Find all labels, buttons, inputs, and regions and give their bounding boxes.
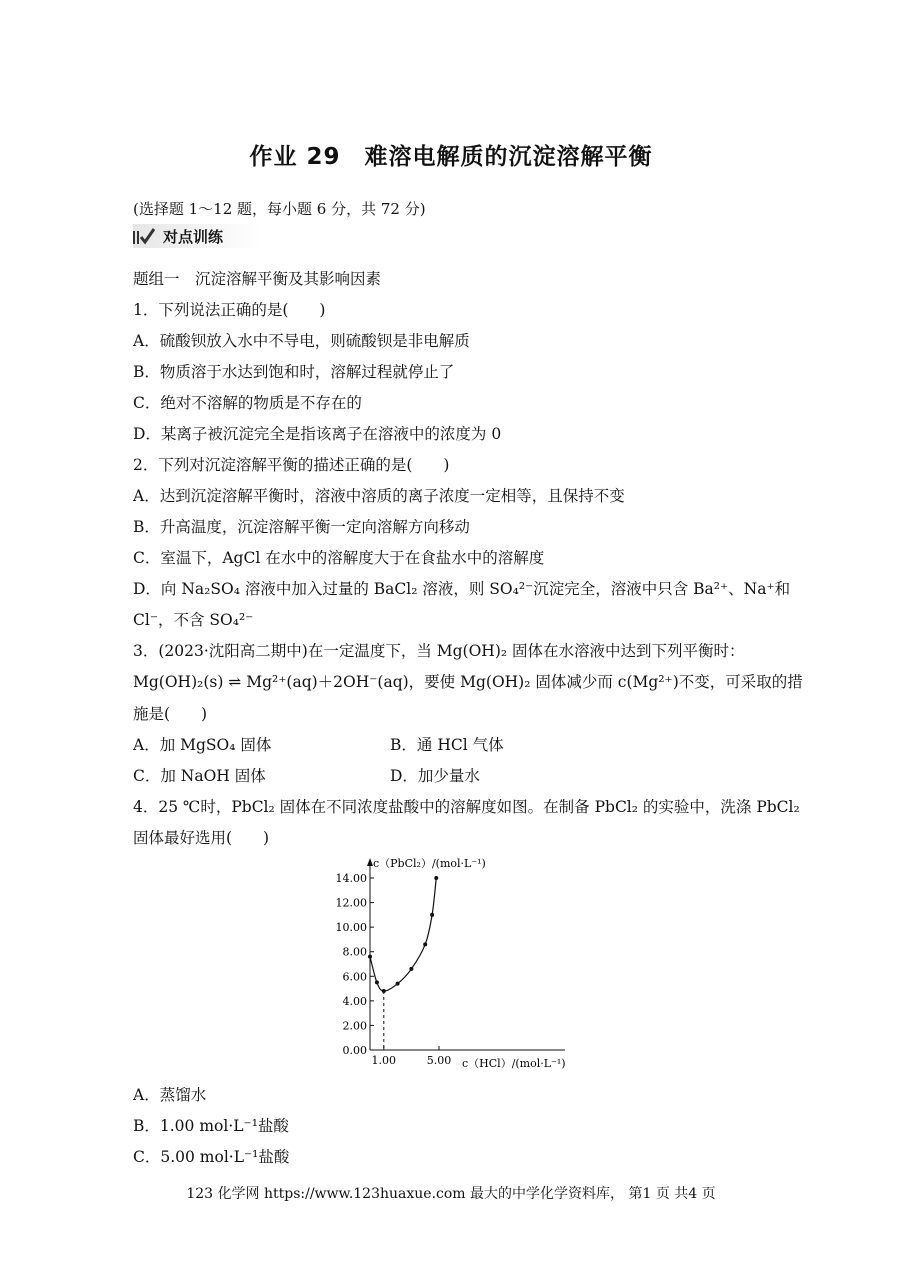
q2-option-d-line2: Cl⁻，不含 SO₄²⁻ [133, 611, 254, 629]
q1-option-a: A．硫酸钡放入水中不导电，则硫酸钡是非电解质 [133, 332, 470, 350]
y-tick-label: 8.00 [342, 945, 367, 959]
q4-option-c: C．5.00 mol·L⁻¹盐酸 [133, 1148, 290, 1166]
q4-option-a: A．蒸馏水 [133, 1086, 207, 1104]
q1-stem: 1．下列说法正确的是( ) [133, 301, 326, 319]
x-axis-label: c（HCl）/(mol·L⁻¹) [462, 1057, 566, 1070]
q1-option-b: B．物质溶于水达到饱和时，溶解过程就停止了 [133, 363, 455, 381]
q1-option-d: D．某离子被沉淀完全是指该离子在溶液中的浓度为 0 [133, 425, 502, 443]
q3-option-b: B．通 HCl 气体 [390, 736, 504, 754]
data-point [382, 989, 386, 993]
group-heading: 题组一 沉淀溶解平衡及其影响因素 [133, 270, 382, 288]
y-tick-label: 4.00 [342, 994, 367, 1008]
page-footer: 123 化学网 https://www.123huaxue.com 最大的中学化学资料库， 第1 页 共4 页 [186, 1186, 716, 1202]
q2-option-d-line1: D．向 Na₂SO₄ 溶液中加入过量的 BaCl₂ 溶液，则 SO₄²⁻沉淀完全，溶液中只含 Ba²⁺、Na⁺和 [133, 580, 791, 598]
chart-axes [367, 858, 565, 1050]
data-point [434, 876, 438, 880]
data-point [375, 980, 379, 984]
y-tick-label: 2.00 [342, 1019, 367, 1033]
q4-stem-line1: 4．25 ℃时，PbCl₂ 固体在不同浓度盐酸中的溶解度如图。在制备 PbCl₂ 的实验中，洗涤 PbCl₂ [133, 798, 800, 816]
q3-stem-line2: Mg(OH)₂(s) ⇌ Mg²⁺(aq)＋2OH⁻(aq)，要使 Mg(OH)₂ 固体减少而 c(Mg²⁺)不变，可采取的措 [133, 673, 803, 691]
q3-stem-line1: 3．(2023·沈阳高二期中)在一定温度下，当 Mg(OH)₂ 固体在水溶液中达到下列平衡时： [133, 642, 745, 660]
section-title: 对点训练 [163, 228, 224, 246]
q3-stem-line3: 施是( ) [133, 705, 208, 723]
q2-stem: 2．下列对沉淀溶解平衡的描述正确的是( ) [133, 456, 450, 474]
solubility-chart [330, 850, 590, 1075]
q2-option-c: C．室温下，AgCl 在水中的溶解度大于在食盐水中的溶解度 [133, 549, 545, 567]
x-tick-label: 1.00 [371, 1054, 397, 1067]
checklist-icon [133, 228, 155, 246]
score-note: (选择题 1～12 题，每小题 6 分，共 72 分) [133, 200, 426, 218]
chart-marks [368, 876, 438, 1050]
data-point [409, 967, 413, 971]
x-tick-label: 5.00 [426, 1054, 452, 1067]
page-title: 作业 29 难溶电解质的沉淀溶解平衡 [249, 144, 653, 170]
q2-option-a: A．达到沉淀溶解平衡时，溶液中溶质的离子浓度一定相等，且保持不变 [133, 487, 625, 505]
data-point [368, 955, 372, 959]
q3-option-d: D．加少量水 [390, 767, 480, 785]
q3-option-c: C．加 NaOH 固体 [133, 767, 266, 785]
y-tick-label: 14.00 [335, 872, 367, 885]
section-heading [133, 226, 223, 247]
q2-option-b: B．升高温度，沉淀溶解平衡一定向溶解方向移动 [133, 518, 470, 536]
y-tick-label: 10.00 [335, 921, 367, 935]
q3-option-a: A．加 MgSO₄ 固体 [133, 736, 272, 754]
solubility-curve [370, 878, 436, 991]
data-point [423, 942, 427, 946]
y-axis-label: c（PbCl₂）/(mol·L⁻¹) [373, 857, 486, 870]
q1-option-c: C．绝对不溶解的物质是不存在的 [133, 394, 362, 412]
q4-stem-line2: 固体最好选用( ) [133, 829, 270, 847]
y-tick-label: 6.00 [342, 970, 367, 984]
data-point [430, 913, 434, 917]
q4-option-b: B．1.00 mol·L⁻¹盐酸 [133, 1117, 289, 1135]
data-point [396, 982, 400, 986]
y-tick-label: 0.00 [342, 1044, 367, 1057]
y-tick-label: 12.00 [335, 896, 367, 910]
